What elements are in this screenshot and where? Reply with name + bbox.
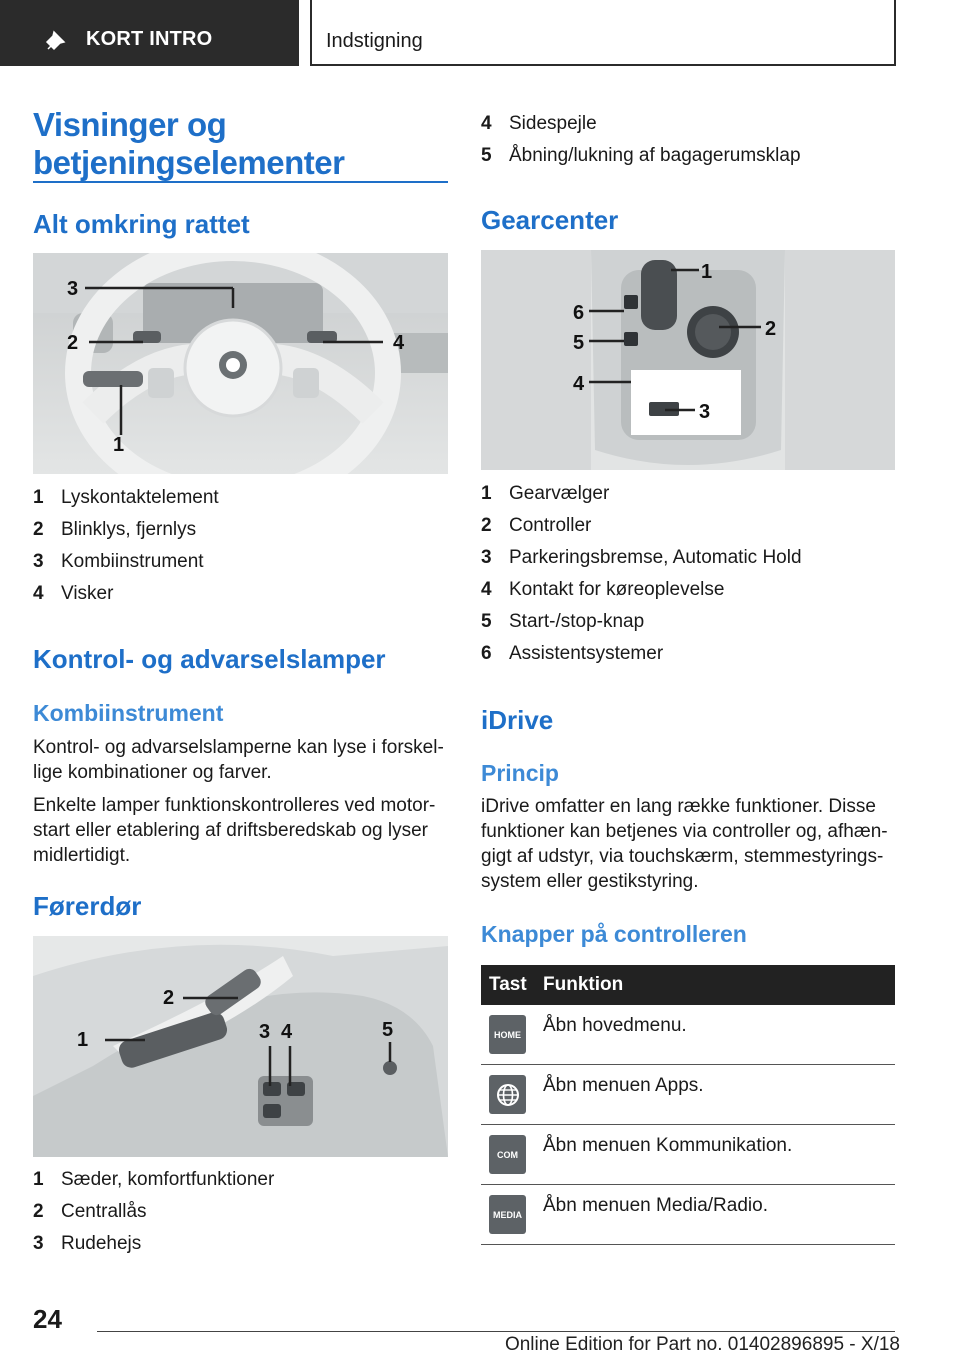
steering-callout-3: 3 [67, 278, 79, 300]
gear-callout-3: 3 [699, 401, 711, 423]
steering-heading: Alt omkring rattet [33, 209, 250, 239]
list-item: 6 Assistentsystemer [481, 643, 664, 664]
idrive-subheading: Princip [481, 760, 559, 786]
apps-globe-icon [489, 1075, 526, 1114]
list-item: 1 Lyskontaktelement [33, 487, 219, 508]
section-label: Indstigning [326, 30, 423, 52]
gear-callout-2: 2 [765, 318, 777, 340]
gear-legend [481, 478, 895, 670]
home-key-icon: HOME [489, 1015, 526, 1054]
lamps-paragraph-1: Kontrol- og advarselslamperne kan lyse i forskel-lige kombinationer og farver. [33, 737, 444, 783]
door-callout-1: 1 [77, 1029, 89, 1051]
list-item: 2 Centrallås [33, 1201, 147, 1222]
controller-buttons-heading: Knapper på controlleren [481, 921, 747, 947]
driver-door-photo [33, 936, 448, 1157]
list-item: 1 Gearvælger [481, 483, 610, 504]
list-item: 3 Rudehejs [33, 1233, 142, 1254]
steering-callout-4: 4 [393, 332, 405, 354]
door-callout-5: 5 [382, 1019, 394, 1041]
gear-center-photo [481, 250, 895, 470]
list-item: 2 Controller [481, 515, 592, 536]
table-row: HOME Åbn hovedmenu. [481, 1005, 895, 1065]
gear-callout-4: 4 [573, 373, 585, 395]
section-box [310, 0, 896, 66]
page-header [0, 0, 960, 66]
list-item: 4 Kontakt for køreoplevelse [481, 579, 725, 600]
table-row: Åbn menuen Apps. [481, 1065, 895, 1125]
list-item: 4 Visker [33, 583, 114, 604]
idrive-heading: iDrive [481, 705, 554, 735]
main-title-line2: betjeningselementer [33, 144, 345, 181]
steering-callout-2: 2 [67, 332, 79, 354]
gear-callout-6: 6 [573, 302, 585, 324]
list-item: 2 Blinklys, fjernlys [33, 519, 197, 540]
lamps-subheading: Kombiinstrument [33, 700, 224, 726]
column-header-key: Tast [489, 974, 527, 995]
door-callout-3: 3 [259, 1021, 271, 1043]
idrive-paragraph: iDrive omfatter en lang række funktioner. Disse funktioner kan betjenes via controller og, afhæn-gigt af udstyr, via touchskærm, stemmestyrings-system eller gestikstyring. [481, 796, 888, 892]
steering-callout-1: 1 [113, 434, 125, 456]
gear-callout-1: 1 [701, 261, 713, 283]
main-title [33, 106, 344, 182]
list-item: 4 Sidespejle [481, 113, 597, 134]
table-header [481, 965, 895, 1005]
controller-keys-table [481, 965, 895, 1245]
door-legend-continued [481, 108, 895, 172]
chapter-tab-label: KORT INTRO [86, 28, 213, 50]
footer-rule [97, 1331, 895, 1332]
page-number: 24 [33, 1304, 62, 1334]
steering-legend [33, 482, 448, 610]
door-heading: Førerdør [33, 891, 142, 921]
door-callout-2: 2 [163, 987, 175, 1009]
footer-edition: Online Edition for Part no. 01402896895 - X/18 [504, 1334, 900, 1355]
list-item: 5 Start-/stop-knap [481, 611, 645, 632]
title-rule [33, 181, 448, 183]
pin-icon [44, 30, 66, 52]
list-item: 5 Åbning/lukning af bagagerumsklap [481, 145, 801, 166]
gear-heading: Gearcenter [481, 205, 619, 235]
main-title-line1: Visninger og [33, 106, 227, 143]
lamps-heading: Kontrol- og advarselslamper [33, 644, 386, 674]
chapter-tab[interactable] [0, 0, 299, 66]
column-header-function: Funktion [543, 974, 624, 995]
door-callout-4: 4 [281, 1021, 293, 1043]
list-item: 3 Parkeringsbremse, Automatic Hold [481, 547, 802, 568]
table-row: COM Åbn menuen Kommunikation. [481, 1125, 895, 1185]
door-legend [33, 1164, 448, 1260]
lamps-paragraph-2: Enkelte lamper funktionskontrolleres ved motor-start eller etablering af driftsberedskab og lyser midlertidigt. [33, 795, 436, 866]
table-row: MEDIA Åbn menuen Media/Radio. [481, 1185, 895, 1245]
media-key-icon: MEDIA [489, 1195, 526, 1234]
com-key-icon: COM [489, 1135, 526, 1174]
steering-wheel-photo [33, 253, 448, 474]
list-item: 3 Kombiinstrument [33, 551, 204, 572]
list-item: 1 Sæder, komfortfunktioner [33, 1169, 275, 1190]
gear-callout-5: 5 [573, 332, 585, 354]
